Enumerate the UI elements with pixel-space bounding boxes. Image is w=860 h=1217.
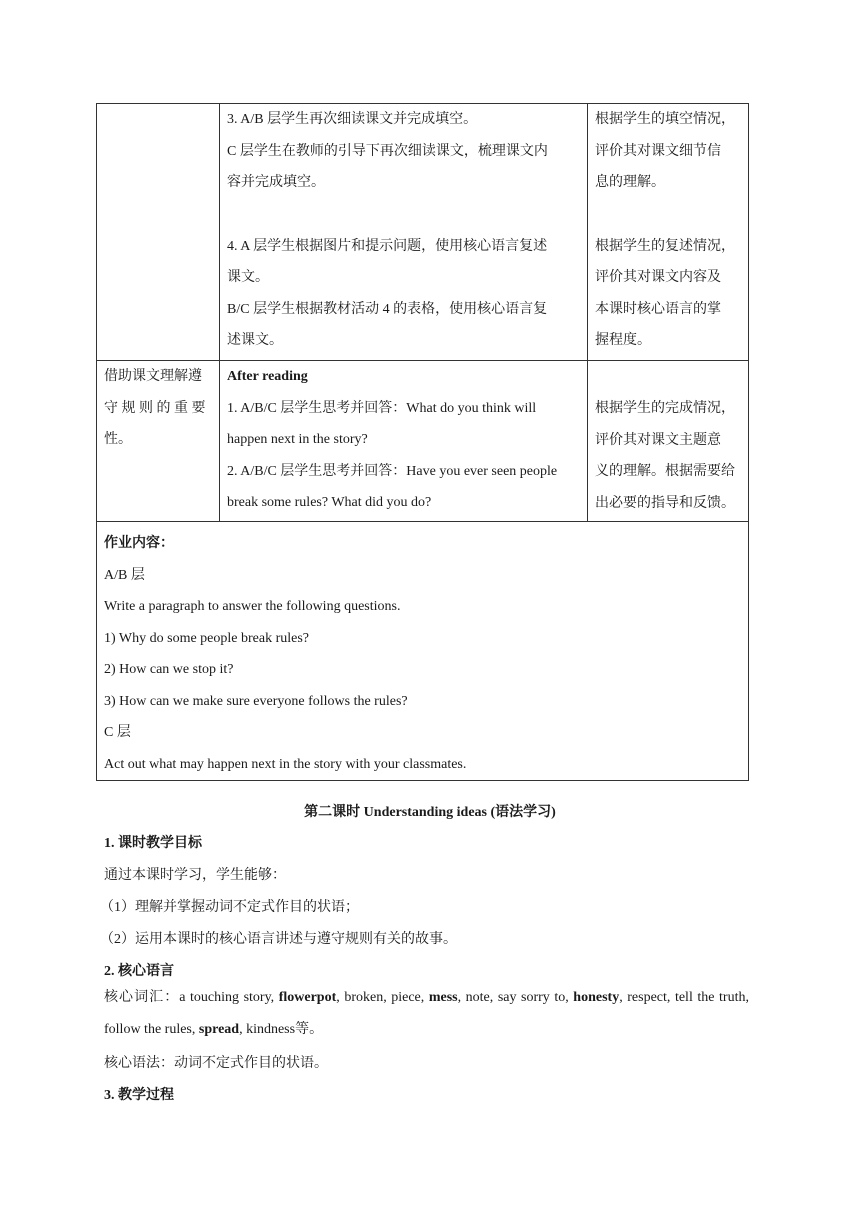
- section-heading-core-language: 2. 核心语言: [104, 964, 174, 979]
- table-row: [97, 522, 749, 781]
- vocab-label: 核心词汇：: [104, 990, 180, 1005]
- homework-line: 1) Why do some people break rules?: [104, 630, 310, 646]
- activity-line: break some rules? What did you do?: [227, 495, 432, 510]
- homework-cell: [97, 522, 749, 781]
- assessment-line: 本课时核心语言的掌: [595, 301, 721, 317]
- vocab-term: , kindness等。: [239, 1021, 324, 1037]
- section-heading-goals: 1. 课时教学目标: [104, 836, 202, 851]
- table-cell-objective: [97, 361, 220, 522]
- homework-line: Act out what may happen next in the story with your classmates.: [104, 756, 467, 772]
- homework-line: A/B 层: [104, 567, 145, 583]
- vocab-term: , broken, piece,: [336, 990, 429, 1005]
- assessment-line: 根据学生的复述情况，: [595, 238, 735, 254]
- assessment-line: 握程度。: [595, 333, 651, 348]
- vocab-key-term: mess: [428, 990, 458, 1005]
- vocab-key-term: spread: [198, 1021, 240, 1037]
- goal-item: （1）理解并掌握动词不定式作目的状语；: [100, 900, 359, 915]
- table-row: [97, 361, 749, 522]
- core-grammar: 核心语法：动词不定式作目的状语。: [104, 1056, 328, 1071]
- vocab-key-term: flowerpot: [278, 990, 337, 1005]
- activity-line: 课文。: [227, 270, 269, 285]
- table-cell-activity: [220, 104, 588, 361]
- vocab-key-term: honesty: [573, 990, 620, 1005]
- vocab-term: , respect, tell the truth, follow the rules,: [104, 990, 749, 1037]
- assessment-line: 息的理解。: [595, 175, 665, 190]
- homework-line: 3) How can we make sure everyone follows the rules?: [104, 693, 408, 709]
- activity-line: 1. A/B/C 层学生思考并回答：What do you think will: [227, 400, 537, 416]
- core-vocabulary: [104, 982, 749, 1045]
- assessment-line: 评价其对课文内容及: [595, 270, 721, 285]
- vocab-term: , note, say sorry to,: [457, 990, 574, 1005]
- goal-intro: 通过本课时学习，学生能够：: [104, 868, 286, 883]
- table-cell-assessment: [588, 361, 749, 522]
- assessment-line: 根据学生的填空情况，: [595, 112, 735, 127]
- assessment-line: 出必要的指导和反馈。: [595, 495, 735, 511]
- table-cell-activity: [220, 361, 588, 522]
- homework-line: 2) How can we stop it?: [104, 662, 234, 677]
- activity-line: B/C 层学生根据教材活动 4 的表格，使用核心语言复: [227, 301, 548, 317]
- goal-item: （2）运用本课时的核心语言讲述与遵守规则有关的故事。: [100, 932, 457, 947]
- activity-line: happen next in the story?: [227, 432, 368, 447]
- activity-line: 2. A/B/C 层学生思考并回答：Have you ever seen people: [227, 463, 558, 479]
- objective-line: 借助课文理解遵: [104, 369, 202, 384]
- activity-line: 4. A 层学生根据图片和提示问题，使用核心语言复述: [227, 238, 548, 254]
- assessment-line: 根据学生的完成情况，: [595, 401, 735, 416]
- homework-line: C 层: [104, 725, 131, 740]
- activity-line: 述课文。: [227, 333, 283, 348]
- table-cell-objective: [97, 104, 220, 361]
- activity-line: 3. A/B 层学生再次细读课文并完成填空。: [227, 112, 478, 127]
- homework-line: Write a paragraph to answer the following questions.: [104, 599, 401, 614]
- table-cell-assessment: [588, 104, 749, 361]
- activity-line: C 层学生在教师的引导下再次细读课文，梳理课文内: [227, 143, 548, 159]
- assessment-line: 评价其对课文细节信: [595, 143, 721, 159]
- assessment-line: 义的理解。根据需要给: [595, 464, 735, 479]
- activity-line: 容并完成填空。: [227, 175, 325, 190]
- lesson2-title: 第二课时 Understanding ideas (语法学习): [304, 805, 556, 820]
- table-row: [97, 104, 749, 361]
- objective-line: 守 规 则 的 重 要: [104, 400, 206, 416]
- vocab-term: a touching story,: [179, 990, 279, 1005]
- after-reading-heading: After reading: [227, 369, 308, 384]
- section-heading-process: 3. 教学过程: [104, 1088, 174, 1103]
- homework-title: 作业内容：: [104, 536, 174, 551]
- assessment-line: 评价其对课文主题意: [595, 432, 721, 448]
- lesson-table: [96, 103, 749, 781]
- vocab-list: [104, 990, 749, 1037]
- objective-line: 性。: [104, 432, 132, 447]
